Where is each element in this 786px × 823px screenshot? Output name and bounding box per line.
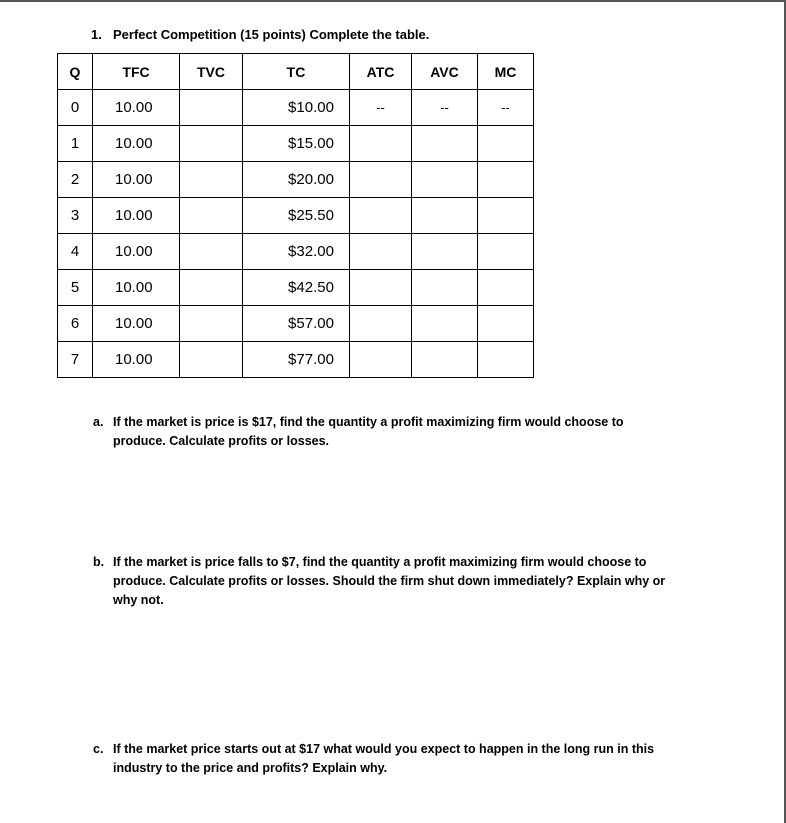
header-q: Q [58,54,93,90]
cell-q: 0 [58,90,93,126]
cell-tc: $20.00 [243,162,350,198]
cell-avc: -- [412,90,478,126]
table-row [58,234,534,270]
cell-tc: $32.00 [243,234,350,270]
problem-number: 1. [91,27,102,42]
question-b-text: If the market is price falls to $7, find the quantity a profit maximizing firm would choose to produce. Calculate profits or losses. Should the firm shut down immediately? Explain why or why not. [113,555,666,607]
cell-tvc[interactable] [180,270,243,306]
cell-tvc[interactable] [180,306,243,342]
cell-mc[interactable] [478,126,534,162]
cell-atc[interactable] [350,198,412,234]
cell-avc[interactable] [412,342,478,378]
cell-avc[interactable] [412,126,478,162]
cell-atc[interactable] [350,342,412,378]
cell-tfc: 10.00 [93,90,180,126]
header-tc: TC [243,54,350,90]
table-row [58,90,534,126]
cost-table [57,53,534,378]
cell-tc: $10.00 [243,90,350,126]
question-a-text: If the market is price is $17, find the quantity a profit maximizing firm would choose to produce. Calculate profits or losses. [113,415,624,448]
cell-tfc: 10.00 [93,198,180,234]
table-header-row [58,54,534,90]
table-row [58,342,534,378]
page-border-top [0,0,786,2]
cell-mc[interactable] [478,270,534,306]
cell-tfc: 10.00 [93,306,180,342]
cell-atc[interactable] [350,234,412,270]
cell-tc: $77.00 [243,342,350,378]
cell-avc[interactable] [412,162,478,198]
cell-q: 6 [58,306,93,342]
cell-tfc: 10.00 [93,270,180,306]
question-c-text: If the market price starts out at $17 what would you expect to happen in the long run in this industry to the price and profits? Explain why. [113,742,655,775]
header-mc: MC [478,54,534,90]
header-tvc: TVC [180,54,243,90]
cell-tfc: 10.00 [93,162,180,198]
cell-tc: $57.00 [243,306,350,342]
problem-title: Perfect Competition (15 points) Complete the table. [113,27,430,42]
cell-tvc[interactable] [180,162,243,198]
question-c-letter: c. [93,742,104,756]
question-b [93,553,678,610]
cell-tvc[interactable] [180,90,243,126]
cell-atc[interactable] [350,162,412,198]
question-a-letter: a. [93,415,104,429]
table-row [58,162,534,198]
table-row [58,126,534,162]
header-avc: AVC [412,54,478,90]
cell-atc[interactable] [350,126,412,162]
cell-tc: $25.50 [243,198,350,234]
question-b-letter: b. [93,555,105,569]
cell-q: 7 [58,342,93,378]
table-row [58,270,534,306]
question-c [93,740,678,778]
question-a [93,413,678,451]
cell-mc[interactable] [478,198,534,234]
cell-tfc: 10.00 [93,126,180,162]
header-tfc: TFC [93,54,180,90]
cell-mc: -- [478,90,534,126]
cell-q: 1 [58,126,93,162]
cell-tc: $15.00 [243,126,350,162]
cell-atc[interactable] [350,306,412,342]
cell-q: 2 [58,162,93,198]
cell-mc[interactable] [478,162,534,198]
cell-q: 4 [58,234,93,270]
cell-tvc[interactable] [180,234,243,270]
table-row [58,306,534,342]
table-row [58,198,534,234]
cell-tvc[interactable] [180,198,243,234]
cell-atc: -- [350,90,412,126]
header-atc: ATC [350,54,412,90]
cell-tvc[interactable] [180,342,243,378]
cell-avc[interactable] [412,234,478,270]
cell-atc[interactable] [350,270,412,306]
cell-tvc[interactable] [180,126,243,162]
cell-mc[interactable] [478,342,534,378]
cell-avc[interactable] [412,198,478,234]
cell-tfc: 10.00 [93,342,180,378]
problem-heading [91,27,429,42]
cell-q: 3 [58,198,93,234]
cell-avc[interactable] [412,306,478,342]
cell-tfc: 10.00 [93,234,180,270]
cell-mc[interactable] [478,234,534,270]
cell-avc[interactable] [412,270,478,306]
cell-mc[interactable] [478,306,534,342]
cell-tc: $42.50 [243,270,350,306]
cell-q: 5 [58,270,93,306]
